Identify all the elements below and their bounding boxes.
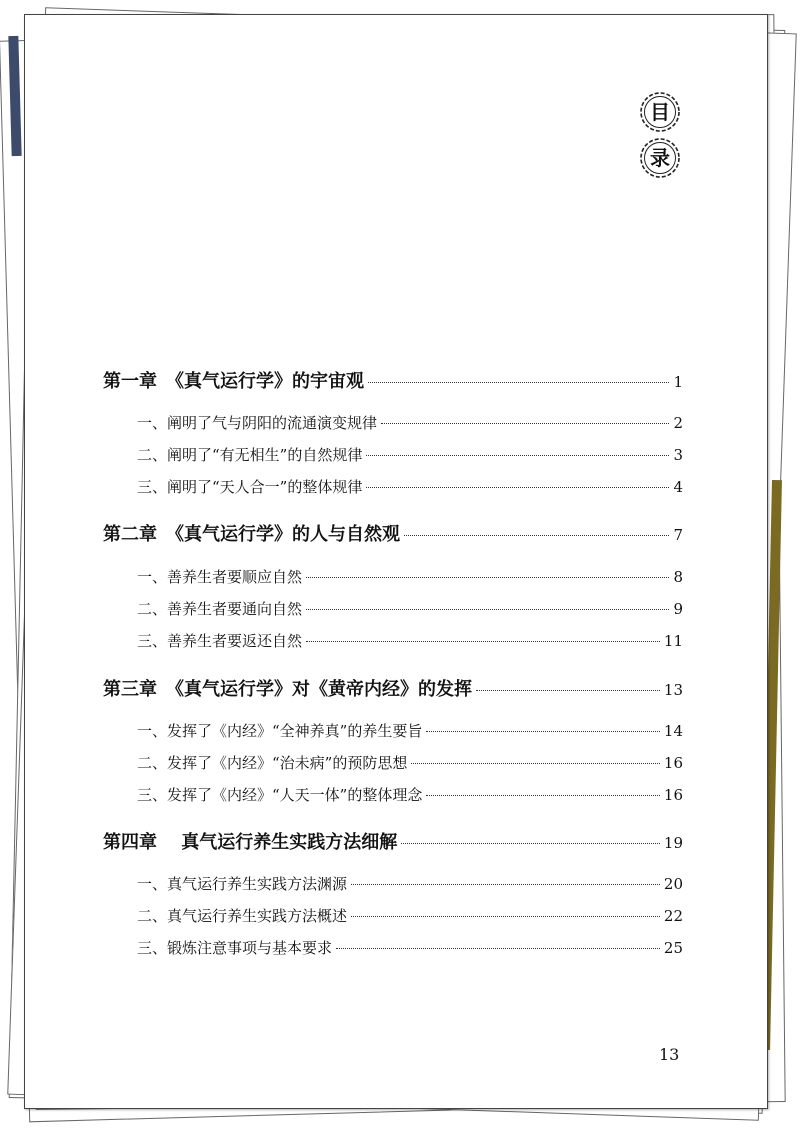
section-page: 16 xyxy=(663,786,683,804)
dot-leader xyxy=(351,916,660,917)
section-title: 一、真气运行养生实践方法渊源 xyxy=(137,875,348,893)
toc-section[interactable] xyxy=(137,720,683,741)
toc-section[interactable] xyxy=(137,476,683,497)
dot-leader xyxy=(476,690,660,691)
heading-badge-lu xyxy=(639,137,681,179)
section-title: 三、善养生者要返还自然 xyxy=(137,632,303,650)
section-title: 二、发挥了《内经》“治未病”的预防思想 xyxy=(137,754,408,772)
heading-char-1: 目 xyxy=(650,100,670,124)
toc-chapter-4[interactable] xyxy=(103,828,683,854)
chapter-title: 第一章 《真气运行学》的宇宙观 xyxy=(103,371,364,392)
section-page: 14 xyxy=(663,722,683,740)
toc-section[interactable] xyxy=(137,412,683,433)
toc-chapter-2[interactable] xyxy=(103,520,683,546)
dot-leader xyxy=(401,843,660,844)
dot-leader xyxy=(426,731,660,732)
toc-section[interactable] xyxy=(137,937,683,958)
heading-badge-mu xyxy=(639,91,681,133)
dot-leader xyxy=(351,884,660,885)
section-page: 2 xyxy=(673,414,683,432)
section-page: 22 xyxy=(663,907,683,925)
section-page: 4 xyxy=(673,478,683,496)
toc-section[interactable] xyxy=(137,905,683,926)
dot-leader xyxy=(306,641,660,642)
chapter-page: 1 xyxy=(673,373,683,391)
section-title: 一、发挥了《内经》“全神养真”的养生要旨 xyxy=(137,722,423,740)
section-title: 三、锻炼注意事项与基本要求 xyxy=(137,939,333,957)
heading-char-2: 录 xyxy=(650,146,670,170)
section-title: 一、阐明了气与阴阳的流通演变规律 xyxy=(137,414,378,432)
section-title: 三、发挥了《内经》“人天一体”的整体理念 xyxy=(137,786,423,804)
dot-leader xyxy=(368,382,669,383)
dot-leader xyxy=(404,535,669,536)
section-title: 一、善养生者要顺应自然 xyxy=(137,568,303,586)
toc-section[interactable] xyxy=(137,444,683,465)
toc-section[interactable] xyxy=(137,784,683,805)
toc-section[interactable] xyxy=(137,630,683,651)
chapter-title: 第二章 《真气运行学》的人与自然观 xyxy=(103,524,400,545)
section-page: 3 xyxy=(673,446,683,464)
section-page: 16 xyxy=(663,754,683,772)
toc-section[interactable] xyxy=(137,598,683,619)
chapter-title: 第四章 真气运行养生实践方法细解 xyxy=(103,832,398,853)
dot-leader xyxy=(381,423,669,424)
toc-section[interactable] xyxy=(137,566,683,587)
dot-leader xyxy=(306,609,669,610)
dot-leader xyxy=(366,455,669,456)
toc-chapter-3[interactable] xyxy=(103,675,683,701)
toc-section[interactable] xyxy=(137,752,683,773)
toc-page xyxy=(24,14,768,1109)
dot-leader xyxy=(366,487,669,488)
chapter-page: 13 xyxy=(663,681,683,699)
dot-leader xyxy=(336,948,660,949)
section-page: 11 xyxy=(663,632,683,650)
section-title: 二、真气运行养生实践方法概述 xyxy=(137,907,348,925)
page-number: 13 xyxy=(659,1045,680,1064)
dot-leader xyxy=(306,577,669,578)
section-page: 8 xyxy=(673,568,683,586)
chapter-page: 7 xyxy=(673,526,683,544)
dot-leader xyxy=(411,763,660,764)
section-title: 二、善养生者要通向自然 xyxy=(137,600,303,618)
section-page: 20 xyxy=(663,875,683,893)
toc-chapter-1[interactable] xyxy=(103,367,683,393)
section-title: 三、阐明了“天人合一”的整体规律 xyxy=(137,478,363,496)
section-title: 二、阐明了“有无相生”的自然规律 xyxy=(137,446,363,464)
toc-section[interactable] xyxy=(137,873,683,894)
section-page: 25 xyxy=(663,939,683,957)
chapter-title: 第三章 《真气运行学》对《黄帝内经》的发挥 xyxy=(103,679,472,700)
section-page: 9 xyxy=(673,600,683,618)
chapter-page: 19 xyxy=(663,834,683,852)
dot-leader xyxy=(426,795,660,796)
